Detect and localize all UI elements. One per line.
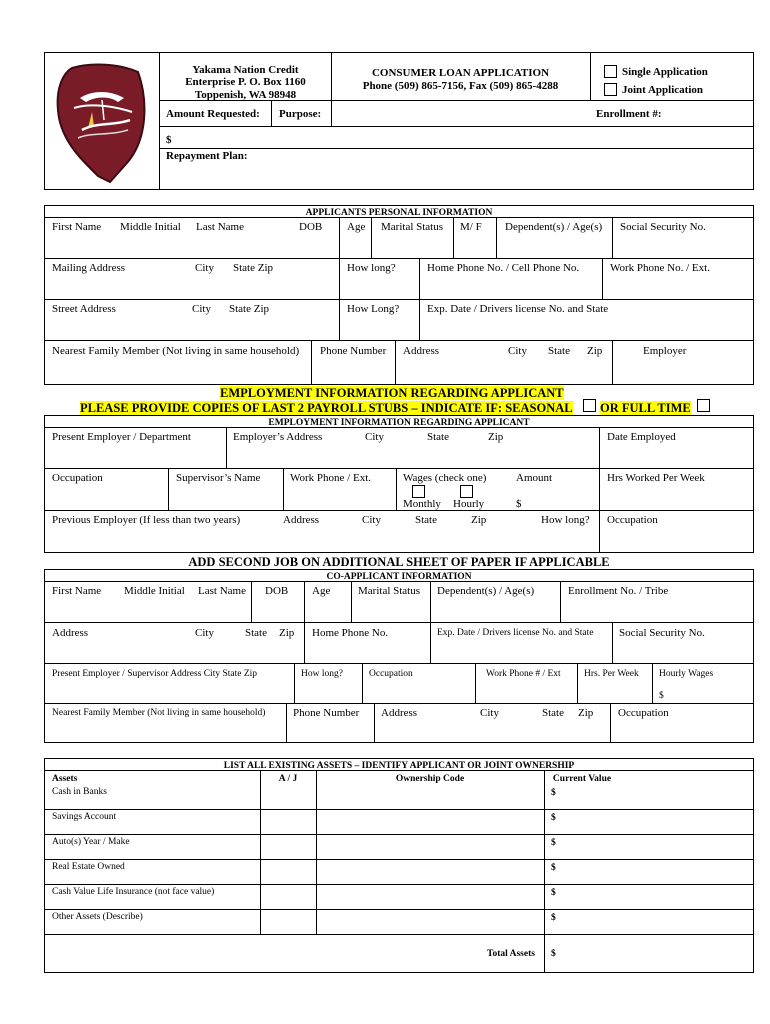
work-phone-label: Work Phone No. / Ext. [610,262,710,274]
mailing-how-long-label: How long? [347,262,396,274]
employer-work-phone-label: Work Phone / Ext. [290,472,371,484]
previous-zip-label: Zip [471,514,487,526]
ownership-code-column-header: Ownership Code [395,774,465,784]
co-family-zip-label: Zip [578,707,594,719]
family-state-label: State [548,345,570,357]
single-application-checkbox[interactable] [604,65,617,78]
co-family-occupation-label: Occupation [618,707,669,719]
yakama-arrowhead-logo [52,60,152,188]
previous-city-label: City [362,514,381,526]
co-zip-label: Zip [279,627,295,639]
asset-value-cash: $ [551,788,556,798]
hours-worked-label: Hrs Worked Per Week [607,472,705,484]
amount-label: Amount [516,472,553,484]
dob-label: DOB [299,221,323,233]
hourly-wage-checkbox[interactable] [460,485,473,498]
wage-dollar: $ [516,498,522,510]
total-assets-value: $ [551,949,556,959]
asset-label-autos: Auto(s) Year / Make [52,837,130,847]
co-address-label: Address [52,627,89,639]
purpose-label: Purpose: [279,108,322,120]
total-assets-label: Total Assets [487,949,535,959]
age-label: Age [347,221,366,233]
co-family-address-label: Address [381,707,418,719]
current-value-column-header: Current Value [552,774,612,784]
amount-dollar: $ [166,134,172,146]
asset-value-life-insurance: $ [551,888,556,898]
monthly-label: Monthly [403,498,441,510]
co-dob-label: DOB [265,585,289,597]
co-occupation-label: Occupation [369,669,413,679]
co-last-name-label: Last Name [198,585,246,597]
employer-city-label: City [365,431,384,443]
co-present-employer-label: Present Employer / Supervisor Address City State Zip [52,669,258,679]
aj-column-header: A / J [278,774,298,784]
co-dependents-label: Dependent(s) / Age(s) [437,585,535,597]
seasonal-checkbox[interactable] [583,399,596,412]
asset-label-other: Other Assets (Describe) [52,912,143,922]
license-label: Exp. Date / Drivers license No. and State [427,303,609,315]
co-family-city-label: City [480,707,499,719]
co-license-label: Exp. Date / Drivers license No. and State [437,628,594,638]
form-title: CONSUMER LOAN APPLICATION [371,67,550,79]
contact-phone: Phone (509) 865-7156, Fax (509) 865-4288 [362,80,559,92]
joint-application-label: Joint Application [622,84,703,96]
co-marital-status-label: Marital Status [358,585,421,597]
marital-status-label: Marital Status [381,221,444,233]
payroll-stubs-notice: PLEASE PROVIDE COPIES OF LAST 2 PAYROLL STUBS – INDICATE IF: SEASONAL [80,401,573,415]
asset-label-life-insurance: Cash Value Life Insurance (not face value) [52,887,215,897]
employer-state-label: State [427,431,449,443]
mailing-address-label: Mailing Address [52,262,126,274]
first-name-label: First Name [52,221,102,233]
family-city-label: City [508,345,527,357]
street-state-zip-label: State Zip [229,303,270,315]
home-phone-label: Home Phone No. / Cell Phone No. [427,262,580,274]
co-state-label: State [245,627,267,639]
asset-label-savings: Savings Account [52,812,117,822]
previous-address-label: Address [283,514,320,526]
full-time-label: OR FULL TIME [600,401,691,415]
dependents-label: Dependent(s) / Age(s) [505,221,603,233]
lender-name: Yakama Nation Credit [192,64,299,76]
sex-label: M/ F [460,221,482,233]
asset-value-savings: $ [551,813,556,823]
co-hourly-wages-label: Hourly Wages [659,669,714,679]
present-employer-label: Present Employer / Department [52,431,191,443]
co-work-phone-label: Work Phone # / Ext [486,669,561,679]
co-home-phone-label: Home Phone No. [312,627,389,639]
employment-banner: EMPLOYMENT INFORMATION REGARDING APPLICANT [220,386,564,400]
co-city-label: City [195,627,214,639]
assets-column-header: Assets [52,774,78,784]
second-job-note: ADD SECOND JOB ON ADDITIONAL SHEET OF PAPER IF APPLICABLE [188,555,610,569]
supervisor-label: Supervisor’s Name [176,472,261,484]
employment-section-title: EMPLOYMENT INFORMATION REGARDING APPLICANT [268,418,530,428]
asset-label-real-estate: Real Estate Owned [52,862,125,872]
family-employer-label: Employer [643,345,687,357]
amount-requested-label: Amount Requested: [166,108,260,120]
mailing-city-label: City [195,262,214,274]
co-hrs-week-label: Hrs. Per Week [584,669,639,679]
applicant-section-title: APPLICANTS PERSONAL INFORMATION [305,208,493,218]
co-family-state-label: State [542,707,564,719]
co-nearest-family-label: Nearest Family Member (Not living in same household) [52,708,266,718]
full-time-checkbox[interactable] [697,399,710,412]
employer-zip-label: Zip [488,431,504,443]
repayment-plan-label: Repayment Plan: [166,150,248,162]
co-how-long-label: How long? [301,669,343,679]
coapplicant-section-title: CO-APPLICANT INFORMATION [326,572,472,582]
family-phone-label: Phone Number [320,345,387,357]
lender-city: Toppenish, WA 98948 [194,89,297,101]
employer-address-label: Employer’s Address [233,431,323,443]
lender-address: Enterprise P. O. Box 1160 [185,76,306,88]
co-wage-dollar: $ [659,691,664,701]
co-family-phone-label: Phone Number [293,707,360,719]
co-middle-initial-label: Middle Initial [124,585,185,597]
date-employed-label: Date Employed [607,431,676,443]
ssn-label: Social Security No. [620,221,706,233]
nearest-family-label: Nearest Family Member (Not living in same household) [52,345,300,357]
asset-value-autos: $ [551,838,556,848]
co-enrollment-tribe-label: Enrollment No. / Tribe [568,585,669,597]
asset-label-cash: Cash in Banks [52,787,107,797]
previous-employer-label: Previous Employer (If less than two years) [52,514,241,526]
mailing-state-zip-label: State Zip [233,262,274,274]
asset-value-other: $ [551,913,556,923]
last-name-label: Last Name [196,221,244,233]
street-address-label: Street Address [52,303,116,315]
family-zip-label: Zip [587,345,603,357]
previous-occupation-label: Occupation [607,514,658,526]
co-age-label: Age [312,585,331,597]
monthly-wage-checkbox[interactable] [412,485,425,498]
asset-value-real-estate: $ [551,863,556,873]
street-city-label: City [192,303,211,315]
co-ssn-label: Social Security No. [619,627,705,639]
occupation-label: Occupation [52,472,103,484]
middle-initial-label: Middle Initial [120,221,181,233]
previous-how-long-label: How long? [541,514,590,526]
family-address-label: Address [403,345,440,357]
assets-section [44,758,754,973]
single-application-label: Single Application [622,66,708,78]
enrollment-label: Enrollment #: [596,108,662,120]
street-how-long-label: How Long? [347,303,400,315]
previous-state-label: State [415,514,437,526]
joint-application-checkbox[interactable] [604,83,617,96]
wages-label: Wages (check one) [403,472,487,484]
assets-section-title: LIST ALL EXISTING ASSETS – IDENTIFY APPLICANT OR JOINT OWNERSHIP [223,761,575,771]
hourly-label: Hourly [453,498,485,510]
co-first-name-label: First Name [52,585,102,597]
